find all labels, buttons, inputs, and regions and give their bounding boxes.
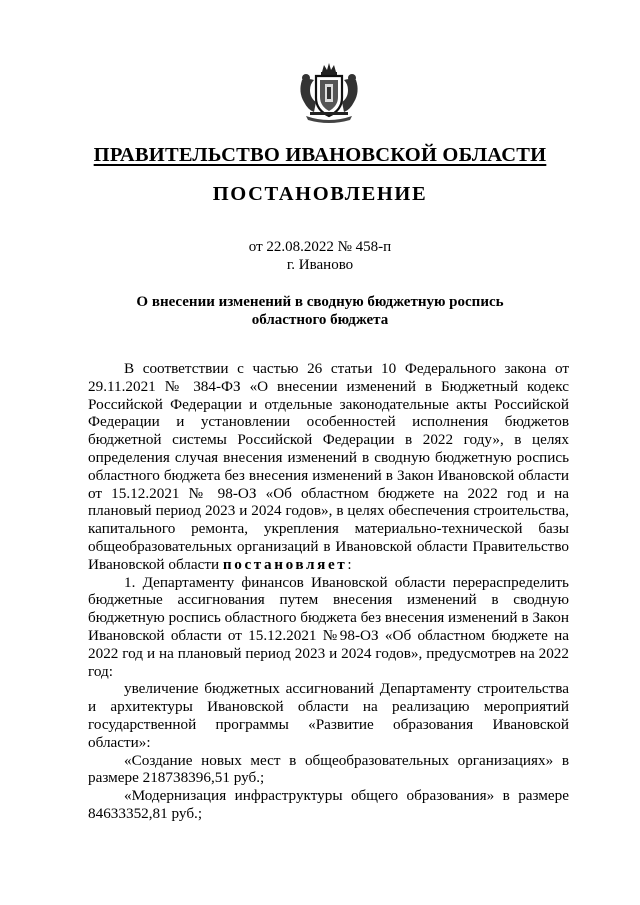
clause-1-paragraph: 1. Департаменту финансов Ивановской области перераспределить бюджетные ассигнования путем внесения изменений в сводную бюджетную роспись областного бюджета без внесения изменений в Закон Ивановской области от 15.12.2021 №98-ОЗ «Об областном бюджете на 2022 год и на плановый период 2023 и 2024 годов», предусмотрев на 2022 год: bbox=[88, 573, 569, 680]
preamble-text: В соответствии с частью 26 статьи 10 Федерального закона от 29.11.2021 № 384-ФЗ «О внесении изменений в Бюджетный кодекс Российской Федерации и отдельные законодательные акты Российской Федерации и установлении особенностей исполнения бюджетов бюджетной системы Российской Федерации в 2022 году», в целях определения случая внесения изменений в сводную бюджетную роспись областного бюджета без внесения изменений в Закон Ивановской области от 15.12.2021 № 98-ОЗ «Об областном бюджете на 2022 год и на плановый период 2023 и 2024 годов», в целях обеспечения строительства, капитального ремонта, укрепления материально-технической базы общеобразовательных организаций в Ивановской области Правительство Ивановской области bbox=[88, 360, 569, 573]
decree-keyword: постановляет bbox=[222, 555, 348, 573]
document-meta bbox=[0, 238, 640, 274]
subject-line-1: О внесении изменений в сводную бюджетную роспись bbox=[136, 294, 504, 310]
date-and-number: от 22.08.2022 № 458-п bbox=[248, 239, 392, 255]
document-body bbox=[88, 360, 569, 823]
government-title: ПРАВИТЕЛЬСТВО ИВАНОВСКОЙ ОБЛАСТИ bbox=[93, 144, 547, 166]
document-type-title: ПОСТАНОВЛЕНИЕ bbox=[212, 183, 428, 205]
document-subject bbox=[0, 293, 640, 329]
issue-city: г. Иваново bbox=[286, 257, 354, 273]
coat-of-arms-emblem bbox=[296, 62, 362, 124]
preamble-end: : bbox=[347, 555, 352, 573]
new-places-item: «Создание новых мест в общеобразовательных организациях» в размере 218738396,51 руб.; bbox=[88, 751, 569, 787]
preamble-paragraph bbox=[88, 360, 569, 574]
allocation-increase-paragraph: увеличение бюджетных ассигнований Департаменту строительства и архитектуры Ивановской области на реализацию мероприятий государственной программы «Развитие образования Ивановской области»: bbox=[88, 680, 569, 751]
infrastructure-item: «Модернизация инфраструктуры общего образования» в размере 84633352,81 руб.; bbox=[88, 787, 569, 822]
subject-line-2: областного бюджета bbox=[251, 312, 389, 328]
